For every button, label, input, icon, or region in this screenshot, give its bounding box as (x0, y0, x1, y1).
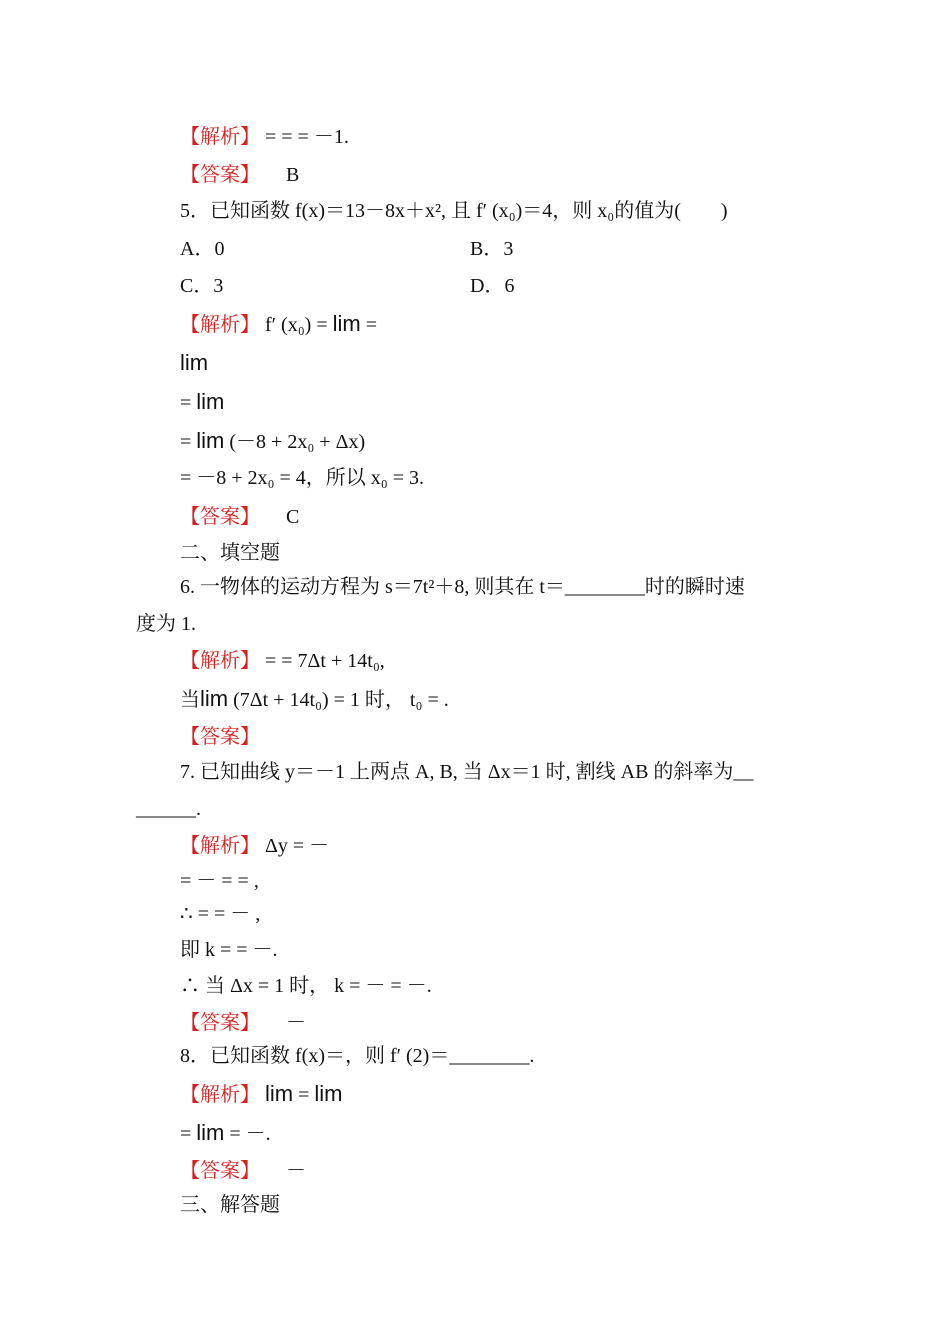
line-text: = (360, 314, 377, 336)
text-line-l31 (180, 1160, 306, 1181)
limit-symbol: lim (332, 311, 361, 336)
line-text: = －. (224, 1123, 271, 1145)
line-text: 5．已知函数 f(x)＝13－8x＋x², 且 f′ (x₀)＝4，则 x₀的值为( ) (180, 200, 728, 222)
line-text: ______. (136, 798, 201, 820)
text-line-l08 (180, 313, 377, 335)
line-text: C．3 (180, 275, 224, 297)
line-text: 度为 1. (136, 613, 196, 635)
line-text: = = 7Δt + 14t₀, (260, 650, 385, 672)
answer-label: 【答案】 (180, 162, 260, 186)
limit-symbol: lim (196, 389, 225, 414)
line-text: D．6 (470, 275, 515, 297)
line-text: 即 k = = －. (180, 939, 278, 961)
answer-label: 【答案】 (180, 1158, 260, 1182)
line-text: 当 (180, 689, 200, 711)
text-line-l11 (180, 430, 365, 452)
limit-symbol: lim (196, 1120, 225, 1145)
text-line-l27 (180, 1012, 306, 1033)
line-text: (7Δt + 14t₀) = 1 时， t₀ = . (228, 689, 449, 711)
text-line-l16 (136, 614, 196, 634)
answer-label: 【答案】 (180, 724, 260, 748)
text-line-l30 (180, 1122, 271, 1144)
limit-symbol: lim (265, 1081, 294, 1106)
line-text: Δy = － (260, 835, 330, 857)
line-text: (－8 + 2x₀ + Δx) (224, 431, 366, 453)
text-line-l17 (180, 650, 385, 671)
text-line-l04 (180, 239, 224, 259)
answer-label: 【答案】 (180, 1010, 260, 1034)
text-line-l32 (180, 1194, 280, 1215)
answer-value: B (286, 164, 300, 186)
answer-label: 【答案】 (180, 504, 260, 528)
line-text: ∴ = = － , (180, 903, 261, 925)
line-text: ∴ 当 Δx = 1 时， k = － = －. (180, 975, 432, 997)
limit-symbol: lim (180, 350, 209, 375)
text-line-l26 (180, 976, 432, 996)
text-line-l13 (180, 506, 299, 527)
line-text: A．0 (180, 238, 225, 260)
line-text: B．3 (470, 238, 514, 260)
limit-symbol: lim (196, 428, 225, 453)
text-line-l19 (180, 726, 260, 747)
line-text: = －8 + 2x₀ = 4，所以 x₀ = 3. (180, 467, 425, 489)
text-line-l18 (180, 688, 449, 710)
line-text: = (180, 392, 197, 414)
analysis-label: 【解析】 (180, 648, 260, 672)
text-line-l22 (180, 835, 329, 856)
line-text: = (180, 431, 197, 453)
text-line-l24 (180, 904, 260, 924)
line-text: 6. 一物体的运动方程为 s＝7t²＋8, 则其在 t＝________时的瞬时速 (180, 576, 745, 598)
line-text: = = = －1. (260, 126, 349, 148)
limit-symbol: lim (314, 1081, 343, 1106)
answer-value: － (286, 1160, 306, 1182)
line-text: f′ (x₀) = (260, 314, 333, 336)
text-line-l09 (180, 352, 208, 374)
text-line-l07 (470, 276, 514, 296)
analysis-label: 【解析】 (180, 124, 260, 148)
text-line-l28 (180, 1046, 534, 1066)
text-line-l20 (180, 762, 753, 782)
text-line-l25 (180, 940, 278, 960)
line-text: 7. 已知曲线 y＝－1 上两点 A, B, 当 Δx＝1 时, 割线 AB 的斜率为__ (180, 761, 754, 783)
text-line-l02 (180, 164, 299, 185)
text-line-l12 (180, 468, 424, 488)
line-text: = － = = , (180, 870, 259, 892)
text-line-l14 (180, 542, 280, 563)
text-line-l15 (180, 577, 745, 597)
text-line-l01 (180, 126, 349, 147)
text-line-l03 (180, 201, 728, 221)
section-heading: 二、填空题 (180, 540, 280, 564)
text-line-l10 (180, 391, 224, 413)
text-line-l23 (180, 871, 259, 891)
text-line-l21 (136, 799, 201, 819)
text-line-l29 (180, 1083, 343, 1105)
line-text: = (293, 1084, 315, 1106)
analysis-label: 【解析】 (180, 312, 260, 336)
text-line-l05 (470, 239, 513, 259)
section-heading: 三、解答题 (180, 1192, 280, 1216)
line-text: = (180, 1123, 197, 1145)
answer-value: － (286, 1012, 306, 1034)
text-line-l06 (180, 276, 223, 296)
answer-value: C (286, 506, 300, 528)
analysis-label: 【解析】 (180, 833, 260, 857)
limit-symbol: lim (200, 686, 229, 711)
analysis-label: 【解析】 (180, 1082, 260, 1106)
line-text: 8．已知函数 f(x)＝，则 f′ (2)＝________. (180, 1045, 535, 1067)
